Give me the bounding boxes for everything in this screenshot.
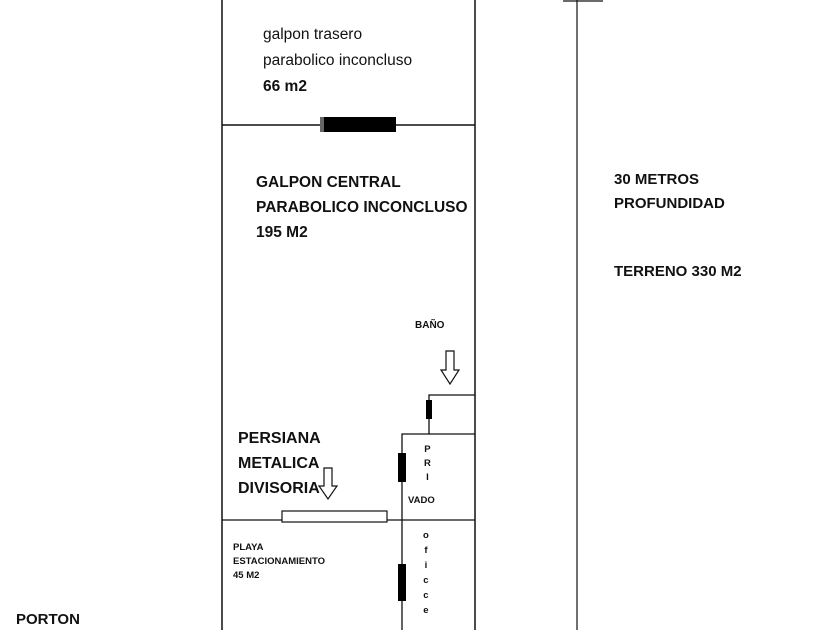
office-door [398, 564, 406, 601]
central-shed-line2: PARABOLICO INCONCLUSO [256, 199, 468, 216]
parking-label [233, 541, 325, 583]
parking-line1: PLAYA [233, 542, 264, 553]
rear-shed-label [263, 22, 412, 100]
rear-door [320, 117, 396, 132]
rear-door-edge [320, 117, 324, 132]
central-shed-label [256, 170, 468, 245]
bathroom-door [426, 400, 432, 419]
bathroom-label: BAÑO [415, 320, 445, 331]
private-room-wall [402, 434, 475, 630]
office-label [423, 528, 429, 618]
metal-shutter-label [238, 426, 321, 501]
rear-shed-line2: parabolico inconcluso [263, 52, 413, 69]
shutter-line2: METALICA [238, 455, 320, 472]
private-room-label [424, 443, 431, 485]
shutter-line3: DIVISORIA [238, 480, 320, 497]
private-room-door [398, 453, 406, 482]
shutter-line1: PERSIANA [238, 430, 321, 447]
depth-label [614, 168, 725, 216]
depth-line2: PROFUNDIDAD [614, 195, 725, 212]
central-shed-area: 195 M2 [256, 224, 308, 241]
office-letter: c [423, 590, 429, 601]
down-arrow-icon [441, 351, 459, 384]
central-shed-line1: GALPON CENTRAL [256, 174, 401, 191]
private-letter: I [426, 472, 429, 483]
rear-shed-line1: galpon trasero [263, 26, 363, 43]
metal-shutter [282, 511, 387, 522]
office-letter: e [423, 605, 429, 616]
office-letter: f [424, 545, 428, 556]
parking-line2: ESTACIONAMIENTO [233, 556, 326, 567]
private-room-label-tail: VADO [408, 495, 435, 506]
gate-label: PORTON [16, 611, 80, 628]
office-letter: c [423, 575, 429, 586]
office-letter: o [423, 530, 429, 541]
private-letter: P [424, 444, 431, 455]
private-letter: R [424, 458, 431, 469]
lot-area-label: TERRENO 330 M2 [614, 263, 742, 280]
bathroom-wall [429, 395, 475, 434]
down-arrow-icon [319, 468, 337, 499]
rear-shed-area: 66 m2 [263, 78, 307, 95]
parking-area: 45 M2 [233, 570, 260, 581]
depth-line1: 30 METROS [614, 171, 700, 188]
office-letter: i [424, 560, 428, 571]
